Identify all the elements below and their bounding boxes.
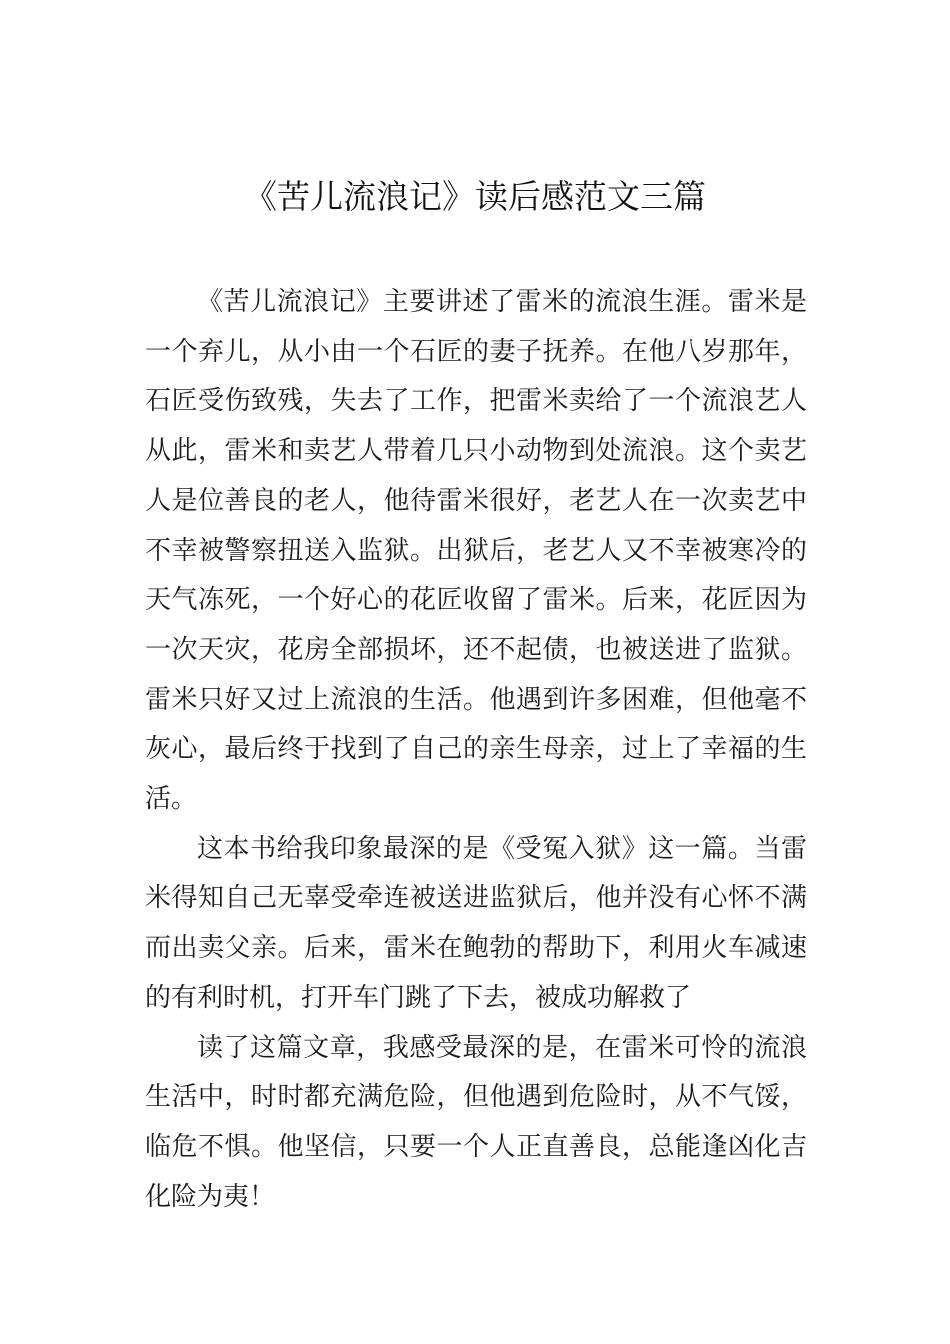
paragraph-impression: 这本书给我印象最深的是《受冤入狱》这一篇。当雷米得知自己无辜受牵连被送进监狱后，他并没有心怀不满而出卖父亲。后来，雷米在鲍勃的帮助下，利用火车减速的有利时机，打开车门跳了下去，被成功解救了	[145, 833, 807, 1013]
paragraph-reflection: 读了这篇文章，我感受最深的是，在雷米可怜的流浪生活中，时时都充满危险，但他遇到危险时，从不气馁，临危不惧。他坚信，只要一个人正直善良，总能逢凶化吉化险为夷！	[145, 1032, 807, 1212]
document-title: 《苦儿流浪记》读后感范文三篇	[244, 177, 706, 216]
document-body	[145, 278, 807, 1222]
paragraph-summary: 《苦儿流浪记》主要讲述了雷米的流浪生涯。雷米是一个弃儿，从小由一个石匠的妻子抚养。在他八岁那年，石匠受伤致残，失去了工作，把雷米卖给了一个流浪艺人从此，雷米和卖艺人带着几只小动物到处流浪。这个卖艺人是位善良的老人，他待雷米很好，老艺人在一次卖艺中不幸被警察扭送入监狱。出狱后，老艺人又不幸被寒冷的天气冻死，一个好心的花匠收留了雷米。后来，花匠因为一次天灾，花房全部损坏，还不起债，也被送进了监狱。雷米只好又过上流浪的生活。他遇到许多困难，但他毫不灰心，最后终于找到了自己的亲生母亲，过上了幸福的生活。	[145, 287, 807, 815]
